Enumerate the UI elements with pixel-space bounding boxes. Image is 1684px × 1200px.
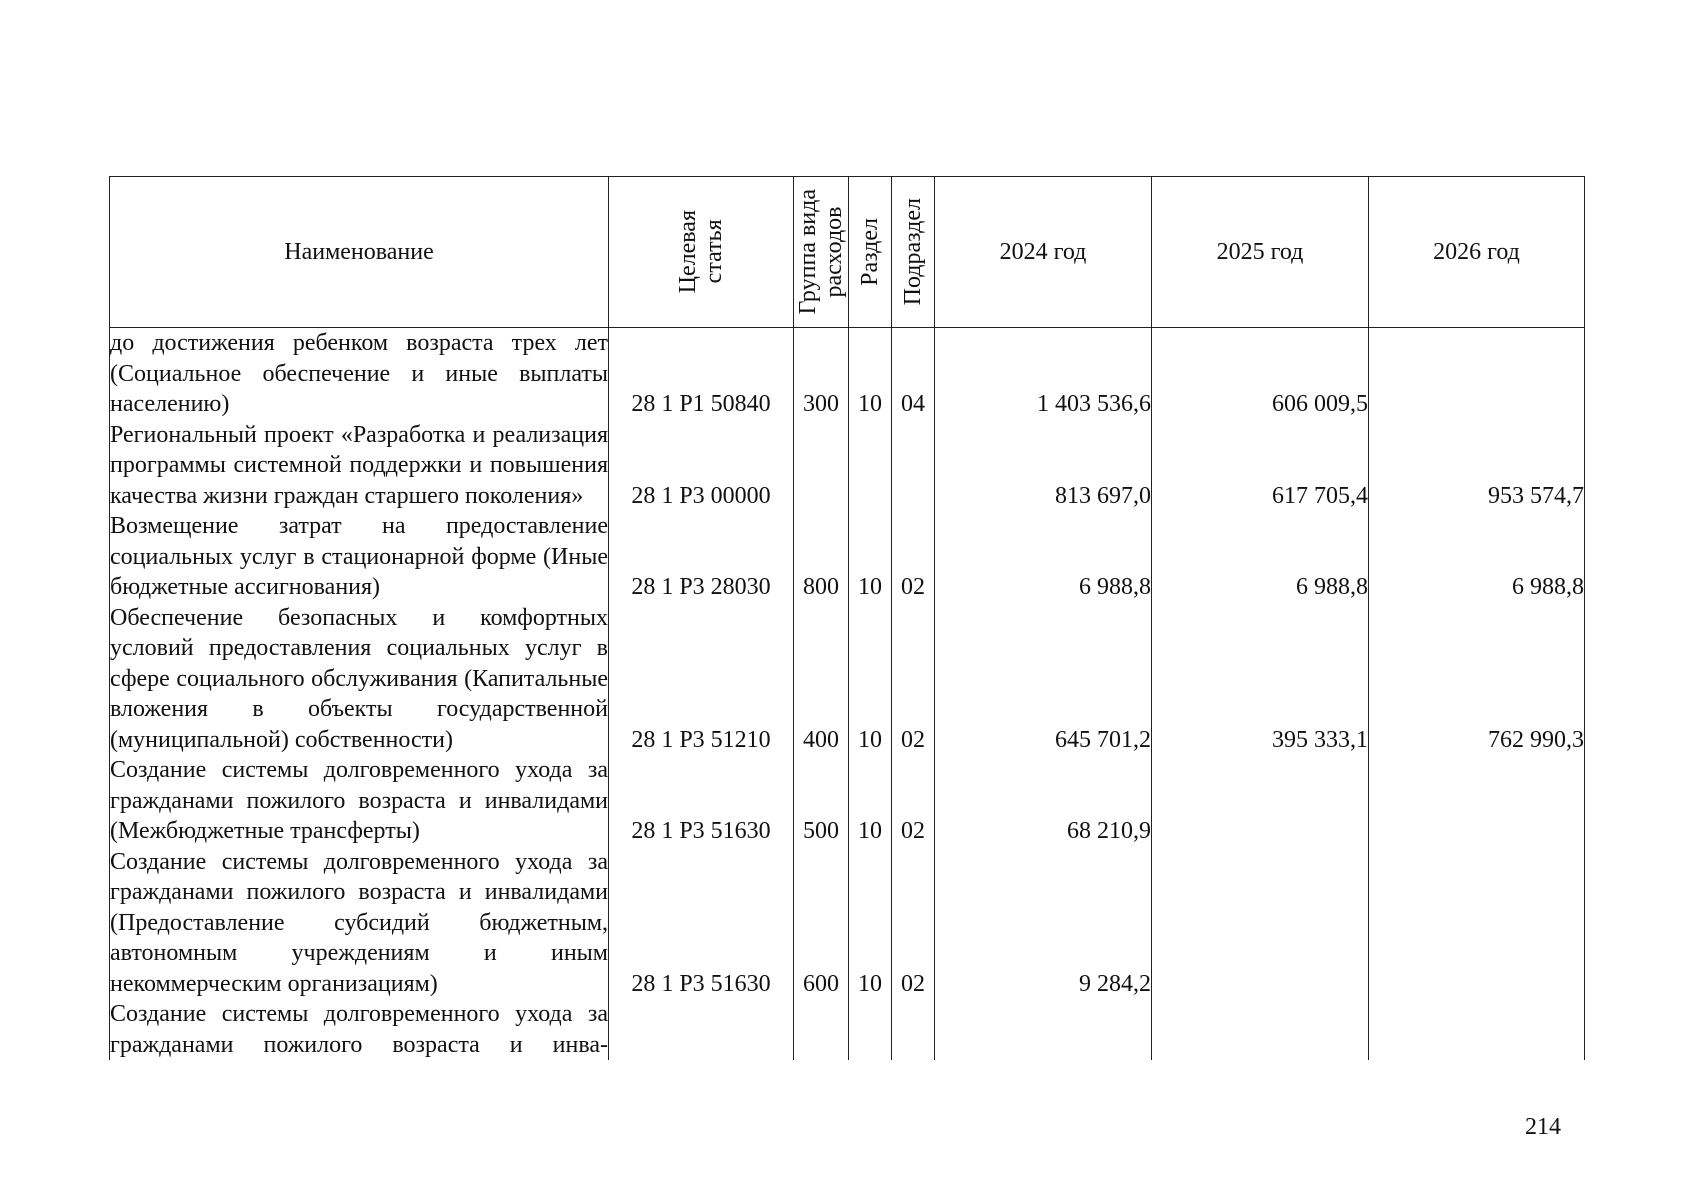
header-expense-group-label: Группа вида расходов: [795, 189, 847, 315]
header-target-article-label: Целевая статья: [675, 210, 727, 294]
budget-table: [109, 176, 1585, 1060]
row-code: 28 1 Р3 51630: [609, 847, 794, 1000]
row-code: 28 1 Р3 00000: [609, 420, 794, 512]
header-subsection: [892, 177, 935, 328]
row-2025: [1152, 755, 1369, 847]
row-section: 10: [849, 328, 892, 420]
row-2025: [1152, 999, 1369, 1060]
row-2025: 606 009,5: [1152, 328, 1369, 420]
header-name: Наименование: [110, 177, 609, 328]
row-2024: [935, 999, 1152, 1060]
row-2024: 645 701,2: [935, 603, 1152, 756]
row-group: 600: [794, 847, 849, 1000]
row-2024: 6 988,8: [935, 511, 1152, 603]
row-code: 28 1 Р1 50840: [609, 328, 794, 420]
row-section: 10: [849, 755, 892, 847]
row-2025: 6 988,8: [1152, 511, 1369, 603]
row-code: 28 1 Р3 51210: [609, 603, 794, 756]
table-row: [110, 847, 1585, 1000]
header-section-label: Раздел: [857, 218, 883, 286]
page-number: 214: [1525, 1114, 1561, 1140]
row-section: 10: [849, 847, 892, 1000]
row-group: 300: [794, 328, 849, 420]
row-2025: [1152, 847, 1369, 1000]
row-subsection: 02: [892, 847, 935, 1000]
row-code: [609, 999, 794, 1060]
table-row: [110, 420, 1585, 512]
row-name: Региональный проект «Разработка и реализация программы системной поддержки и повышения качества жизни граждан старшего поколения»: [110, 420, 609, 512]
row-section: 10: [849, 511, 892, 603]
row-2026: 953 574,7: [1369, 420, 1585, 512]
header-section: [849, 177, 892, 328]
row-section: [849, 420, 892, 512]
row-2024: 813 697,0: [935, 420, 1152, 512]
table-row: [110, 603, 1585, 756]
row-2024: 1 403 536,6: [935, 328, 1152, 420]
row-name: Обеспечение безопасных и комфортных условий предоставления социальных услуг в сфере социального обслуживания (Капитальные вложения в объекты государственной (муниципальной) собственности): [110, 603, 609, 756]
header-target-article: [609, 177, 794, 328]
row-subsection: 04: [892, 328, 935, 420]
row-name: до достижения ребенком возраста трех лет (Социальное обеспечение и иные выплаты населению): [110, 328, 609, 420]
table-row: [110, 328, 1585, 420]
row-name: Создание системы долговременного ухода за гражданами пожилого возраста и инва-: [110, 999, 609, 1060]
row-section: [849, 999, 892, 1060]
row-subsection: 02: [892, 511, 935, 603]
row-subsection: [892, 999, 935, 1060]
row-2025: 395 333,1: [1152, 603, 1369, 756]
header-subsection-label: Подраздел: [900, 198, 926, 306]
row-2026: [1369, 847, 1585, 1000]
row-2026: 762 990,3: [1369, 603, 1585, 756]
row-2024: 9 284,2: [935, 847, 1152, 1000]
row-2026: [1369, 755, 1585, 847]
table-row: [110, 511, 1585, 603]
row-subsection: [892, 420, 935, 512]
header-2025: 2025 год: [1152, 177, 1369, 328]
header-expense-group: [794, 177, 849, 328]
row-section: 10: [849, 603, 892, 756]
row-group: 800: [794, 511, 849, 603]
row-2025: 617 705,4: [1152, 420, 1369, 512]
row-group: 400: [794, 603, 849, 756]
row-group: 500: [794, 755, 849, 847]
header-2026: 2026 год: [1369, 177, 1585, 328]
header-2024: 2024 год: [935, 177, 1152, 328]
row-subsection: 02: [892, 603, 935, 756]
row-name: Создание системы долговременного ухода за гражданами пожилого возраста и инвалидами (Предоставление субсидий бюджетным, автономным учреждениям и иным некоммерческим организациям): [110, 847, 609, 1000]
row-name: Возмещение затрат на предоставление социальных услуг в стационарной форме (Иные бюджетные ассигнования): [110, 511, 609, 603]
row-code: 28 1 Р3 51630: [609, 755, 794, 847]
row-2024: 68 210,9: [935, 755, 1152, 847]
row-group: [794, 999, 849, 1060]
row-2026: [1369, 328, 1585, 420]
row-subsection: 02: [892, 755, 935, 847]
row-2026: 6 988,8: [1369, 511, 1585, 603]
row-group: [794, 420, 849, 512]
table-row: [110, 755, 1585, 847]
row-code: 28 1 Р3 28030: [609, 511, 794, 603]
table-row: [110, 999, 1585, 1060]
table-header-row: [110, 177, 1585, 328]
row-name: Создание системы долговременного ухода за гражданами пожилого возраста и инвалидами (Межбюджетные трансферты): [110, 755, 609, 847]
row-2026: [1369, 999, 1585, 1060]
